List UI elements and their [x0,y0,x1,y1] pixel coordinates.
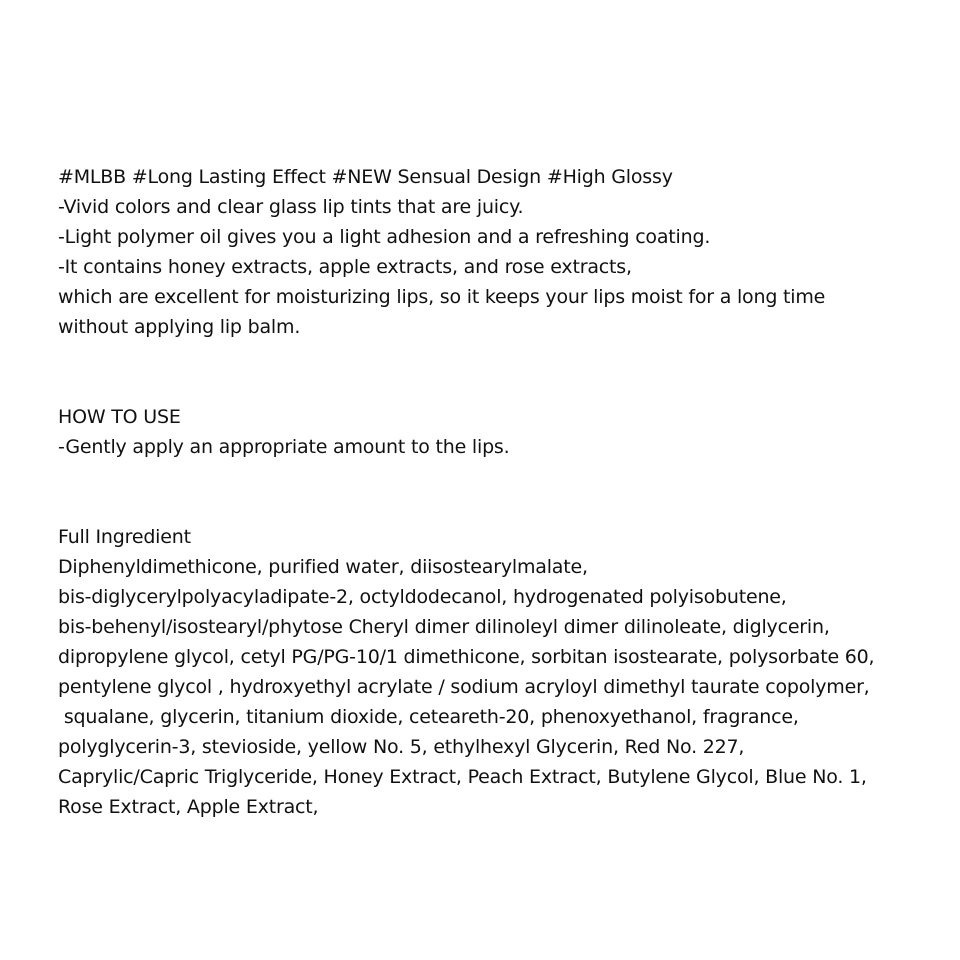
ingredients-section [58,522,948,822]
how-to-use-section [58,402,948,462]
intro-line: -It contains honey extracts, apple extracts, and rose extracts, [58,256,632,278]
product-description [58,162,948,822]
ingredients-line: bis-behenyl/isostearyl/phytose Cheryl dimer dilinoleyl dimer dilinoleate, diglycerin, [58,616,830,638]
ingredients-line: Diphenyldimethicone, purified water, diisostearylmalate, [58,556,588,578]
ingredients-line: bis-diglycerylpolyacyladipate-2, octyldodecanol, hydrogenated polyisobutene, [58,586,787,608]
intro-line: -Vivid colors and clear glass lip tints that are juicy. [58,196,524,218]
how-to-use-line: -Gently apply an appropriate amount to the lips. [58,436,510,458]
intro-line: without applying lip balm. [58,316,301,338]
ingredients-line: squalane, glycerin, titanium dioxide, ceteareth-20, phenoxyethanol, fragrance, [58,706,799,728]
ingredients-line: dipropylene glycol, cetyl PG/PG-10/1 dimethicone, sorbitan isostearate, polysorbate 60, [58,646,875,668]
section-spacer [58,342,948,402]
ingredients-line: Caprylic/Capric Triglyceride, Honey Extract, Peach Extract, Butylene Glycol, Blue No. 1, [58,766,867,788]
intro-line: -Light polymer oil gives you a light adhesion and a refreshing coating. [58,226,711,248]
ingredients-line: polyglycerin-3, stevioside, yellow No. 5, ethylhexyl Glycerin, Red No. 227, [58,736,745,758]
intro-line: which are excellent for moisturizing lips, so it keeps your lips moist for a long time [58,286,826,308]
ingredients-heading: Full Ingredient [58,526,191,548]
ingredients-line: Rose Extract, Apple Extract, [58,796,319,818]
ingredients-line: pentylene glycol , hydroxyethyl acrylate / sodium acryloyl dimethyl taurate copolymer, [58,676,870,698]
intro-section [58,162,948,342]
section-spacer [58,462,948,522]
hashtags-line: #MLBB #Long Lasting Effect #NEW Sensual Design #High Glossy [58,166,673,188]
how-to-use-heading: HOW TO USE [58,406,181,428]
